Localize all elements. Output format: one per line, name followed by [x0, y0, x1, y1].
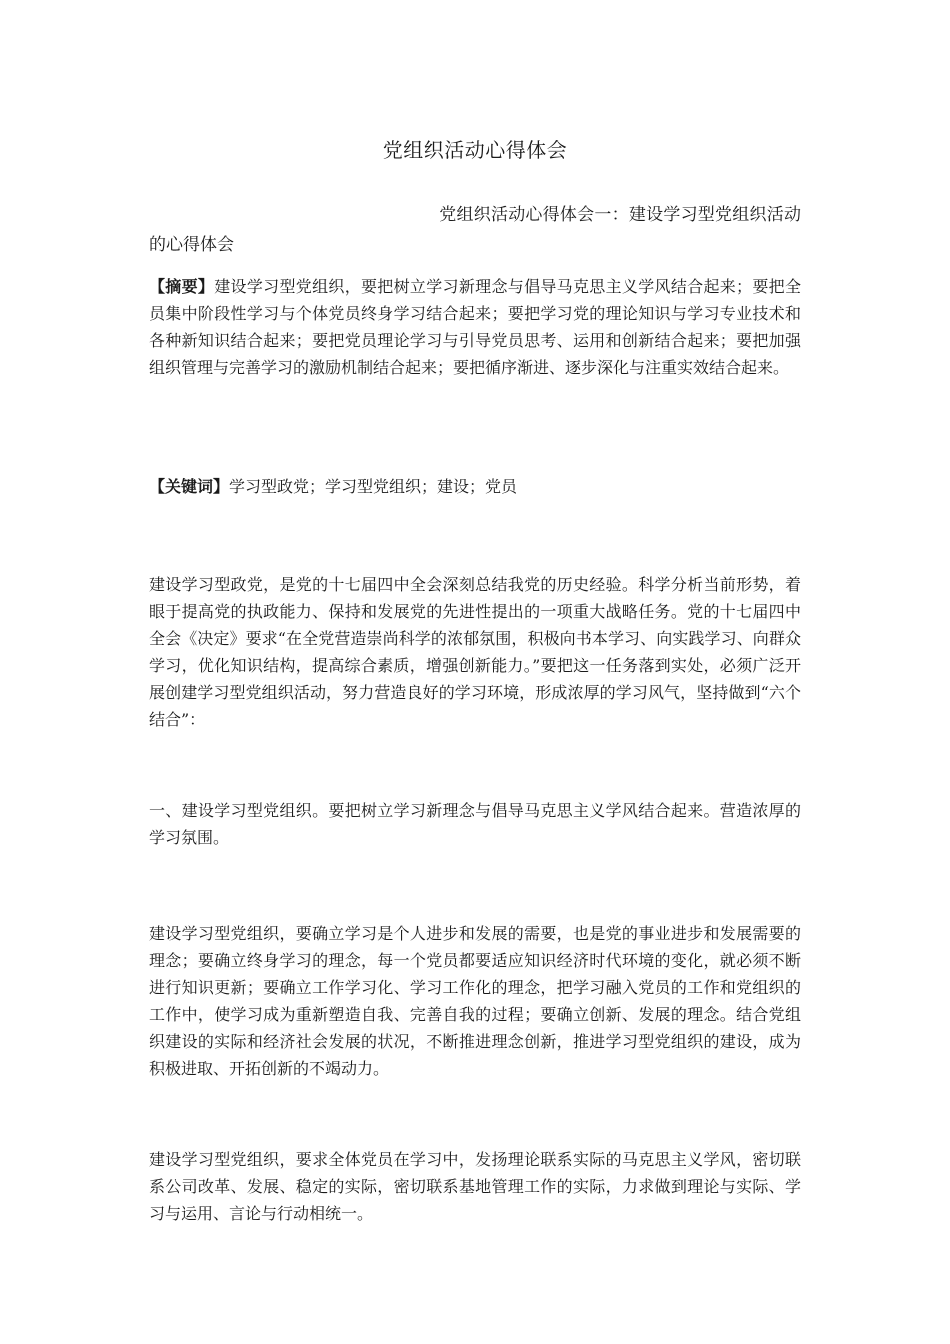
body-paragraph-3: 建设学习型党组织，要求全体党员在学习中，发扬理论联系实际的马克思主义学风，密切联系公司改革、发展、稳定的实际，密切联系基地管理工作的实际，力求做到理论与实际、学习与运用、言论与行动相统一。	[149, 1150, 801, 1223]
abstract-text: 建设学习型党组织，要把树立学习新理念与倡导马克思主义学风结合起来；要把全员集中阶段性学习与个体党员终身学习结合起来；要把学习党的理论知识与学习专业技术和各种新知识结合起来；要把党员理论学习与引导党员思考、运用和创新结合起来；要把加强组织管理与完善学习的激励机制结合起来；要把循序渐进、逐步深化与注重实效结合起来。	[149, 277, 801, 377]
abstract-label: 【摘要】	[149, 277, 215, 296]
keywords-text: 学习型政党；学习型党组织；建设；党员	[229, 477, 518, 496]
intro-paragraph: 建设学习型政党，是党的十七届四中全会深刻总结我党的历史经验。科学分析当前形势，着眼于提高党的执政能力、保持和发展党的先进性提出的一项重大战略任务。党的十七届四中全会《决定》要求“在全党营造崇尚科学的浓郁氛围，积极向书本学习、向实践学习、向群众学习，优化知识结构，提高综合素质，增强创新能力。”要把这一任务落到实处，必须广泛开展创建学习型党组织活动，努力营造良好的学习环境，形成浓厚的学习风气，坚持做到“六个结合”：	[149, 575, 801, 729]
document-subtitle	[149, 200, 801, 260]
section-one-heading: 一、建设学习型党组织。要把树立学习新理念与倡导马克思主义学风结合起来。营造浓厚的学习氛围。	[149, 801, 801, 847]
document-title: 党组织活动心得体会	[382, 138, 568, 162]
subtitle-text: 党组织活动心得体会一：建设学习型党组织活动的心得体会	[149, 205, 801, 255]
abstract-paragraph	[149, 273, 801, 381]
keywords-paragraph	[149, 473, 801, 500]
body-paragraph-2: 建设学习型党组织，要确立学习是个人进步和发展的需要，也是党的事业进步和发展需要的理念；要确立终身学习的理念，每一个党员都要适应知识经济时代环境的变化，就必须不断进行知识更新；要确立工作学习化、学习工作化的理念，把学习融入党员的工作和党组织的工作中，使学习成为重新塑造自我、完善自我的过程；要确立创新、发展的理念。结合党组织建设的实际和经济社会发展的状况，不断推进理念创新，推进学习型党组织的建设，成为积极进取、开拓创新的不竭动力。	[149, 924, 801, 1078]
keywords-label: 【关键词】	[149, 477, 230, 496]
